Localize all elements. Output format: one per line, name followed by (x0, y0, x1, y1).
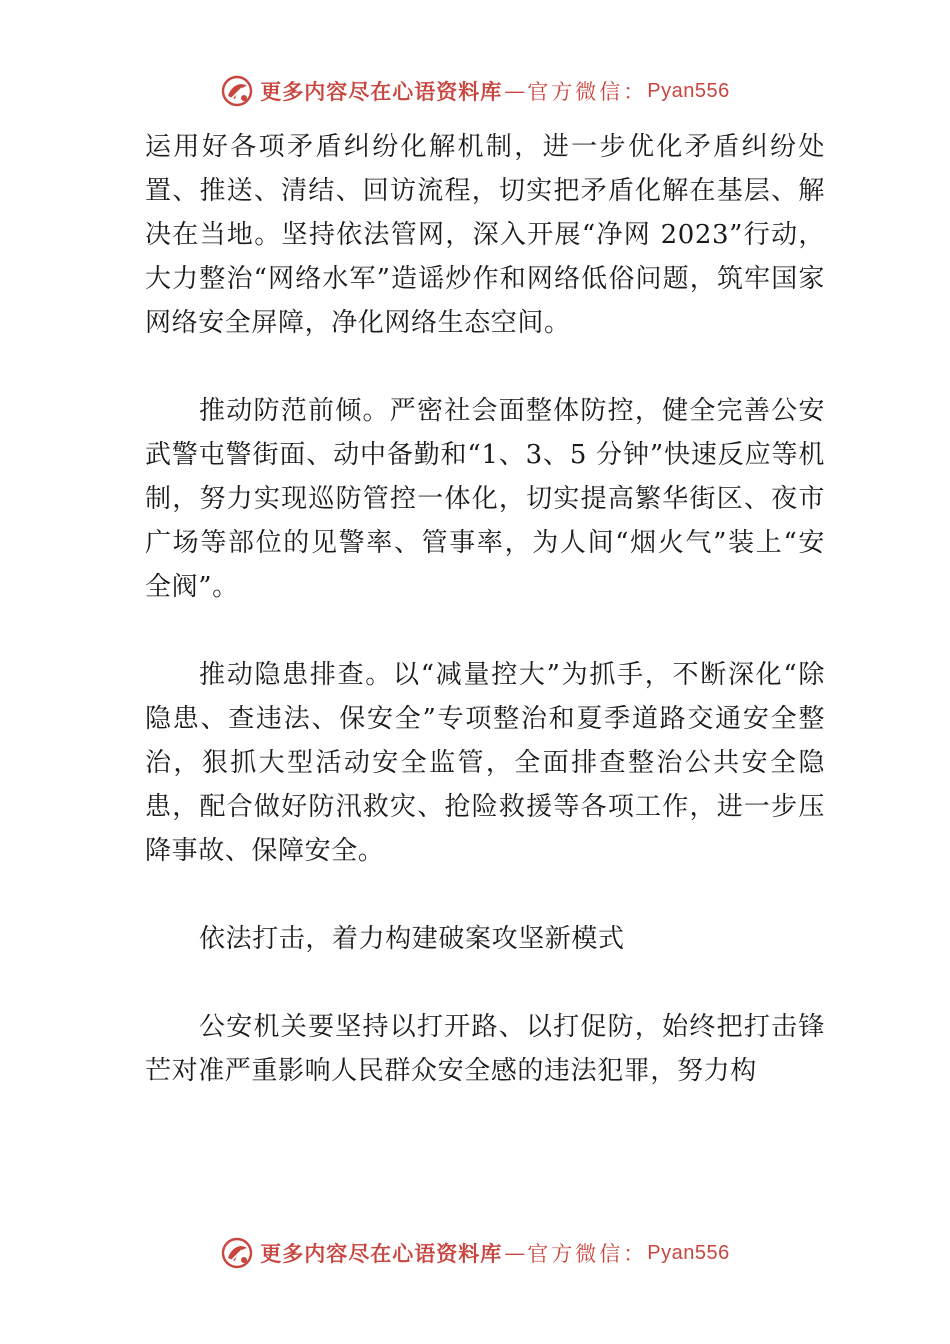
header-banner (0, 74, 950, 108)
document-body (145, 125, 825, 1093)
paragraph-gap (145, 345, 825, 389)
header-wechat-label: 官方微信： (527, 80, 648, 104)
paragraph-gap (145, 873, 825, 917)
header-brand-text: 更多内容尽在心语资料库 (260, 79, 503, 104)
paragraph-gap (145, 961, 825, 1005)
brand-logo-icon (220, 1236, 254, 1270)
paragraph-1: 运用好各项矛盾纠纷化解机制，进一步优化矛盾纠纷处置、推送、清结、回访流程，切实把矛盾化解在基层、解决在当地。坚持依法管网，深入开展“净网 2023”行动，大力整治“网络水军”造谣炒作和网络低俗问题，筑牢国家网络安全屏障，净化网络生态空间。 (145, 132, 825, 338)
paragraph-2: 推动防范前倾。严密社会面整体防控，健全完善公安武警屯警街面、动中备勤和“1、3、5 分钟”快速反应等机制，努力实现巡防管控一体化，切实提高繁华街区、夜市广场等部位的见警率、管事率，为人间“烟火气”装上“安全阀”。 (145, 396, 825, 602)
footer-wechat-id: Pyan556 (647, 1241, 730, 1264)
footer-separator: — (504, 1241, 526, 1265)
footer-wechat-label: 官方微信： (527, 1242, 648, 1266)
paragraph-3: 推动隐患排查。以“减量控大”为抓手，不断深化“除隐患、查违法、保安全”专项整治和夏季道路交通安全整治，狠抓大型活动安全监管，全面排查整治公共安全隐患，配合做好防汛救灾、抢险救援等各项工作，进一步压降事故、保障安全。 (145, 660, 825, 866)
header-separator: — (504, 79, 526, 103)
paragraph-5: 公安机关要坚持以打开路、以打促防，始终把打击锋芒对准严重影响人民群众安全感的违法犯罪，努力构 (145, 1012, 825, 1086)
footer-banner (0, 1236, 950, 1270)
paragraph-gap (145, 609, 825, 653)
footer-brand-text: 更多内容尽在心语资料库 (260, 1241, 503, 1266)
section-heading: 依法打击，着力构建破案攻坚新模式 (199, 924, 625, 954)
header-wechat-id: Pyan556 (647, 79, 730, 102)
brand-logo-icon (220, 74, 254, 108)
